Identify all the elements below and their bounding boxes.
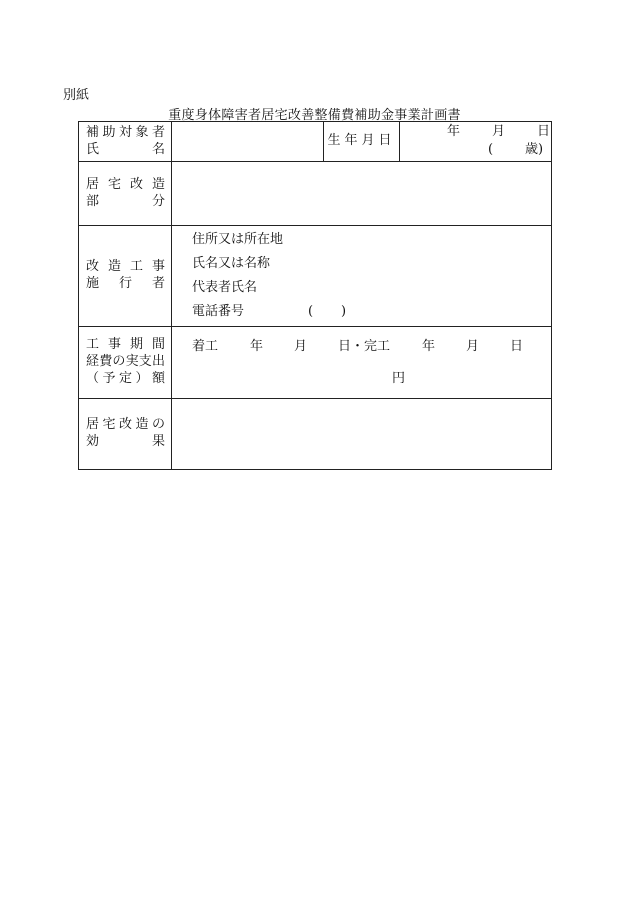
modification-part-label (79, 162, 172, 226)
modification-part-label-line2: 部分 (86, 193, 165, 209)
period-month: 月 (294, 338, 308, 354)
contractor-name: 氏名又は名称 (192, 256, 271, 271)
page-label: 別紙 (63, 88, 90, 103)
effect-label-line2: 効果 (86, 434, 165, 449)
contractor-phone-line (192, 300, 551, 324)
row-contractor (79, 226, 552, 327)
contractor-phone: 電話番号 (192, 304, 245, 319)
effect-field[interactable] (172, 399, 552, 470)
applicant-label (79, 122, 172, 162)
dob-month: 月 (492, 123, 506, 139)
period-year2: 年 (422, 338, 436, 354)
age-open: ( (488, 141, 494, 157)
phone-open: ( (308, 304, 314, 319)
period-cost-field[interactable] (172, 327, 552, 399)
contractor-label-line2: 施行者 (86, 276, 165, 291)
contractor-label (79, 226, 172, 327)
effect-label (79, 399, 172, 470)
period-cost-label-line3: （予定）額 (86, 370, 165, 386)
modification-part-field[interactable] (172, 162, 552, 226)
effect-label-line1: 居宅改造の (86, 417, 165, 433)
dob-year: 年 (447, 123, 461, 139)
row-period-cost (79, 327, 552, 399)
period-month2: 月 (466, 338, 480, 354)
contractor-address: 住所又は所在地 (192, 232, 284, 247)
row-modification-part (79, 162, 552, 226)
period-day2: 日 (510, 338, 524, 354)
phone-close: ) (341, 304, 347, 319)
document-title: 重度身体障害者居宅改善整備費補助金事業計画書 (168, 108, 461, 123)
plan-form-table (78, 121, 552, 470)
contractor-representative: 代表者氏名 (192, 280, 258, 295)
row-effect (79, 399, 552, 470)
dob-label: 生年月日 (324, 122, 400, 162)
applicant-label-line1: 補助対象者 (86, 124, 165, 140)
contractor-label-line1: 改造工事 (86, 259, 165, 275)
dob-day: 日 (537, 123, 551, 139)
cost-line (192, 368, 551, 390)
period-cost-label (79, 327, 172, 399)
contractor-field[interactable] (172, 226, 552, 327)
period-start: 着工 (192, 338, 219, 354)
applicant-name-field[interactable] (172, 122, 324, 162)
dob-field[interactable] (400, 122, 552, 162)
age-unit: 歳) (525, 141, 544, 157)
period-year: 年 (250, 338, 264, 354)
period-day-sep: 日・完工 (338, 338, 391, 354)
applicant-label-line2: 氏名 (86, 141, 165, 157)
period-cost-label-line2: 経費の実支出 (86, 354, 165, 370)
cost-yen: 円 (392, 370, 406, 386)
row-applicant (79, 122, 552, 162)
construction-period (192, 336, 551, 358)
period-cost-label-line1: 工事期間 (86, 337, 165, 353)
modification-part-label-line1: 居宅改造 (86, 176, 165, 192)
